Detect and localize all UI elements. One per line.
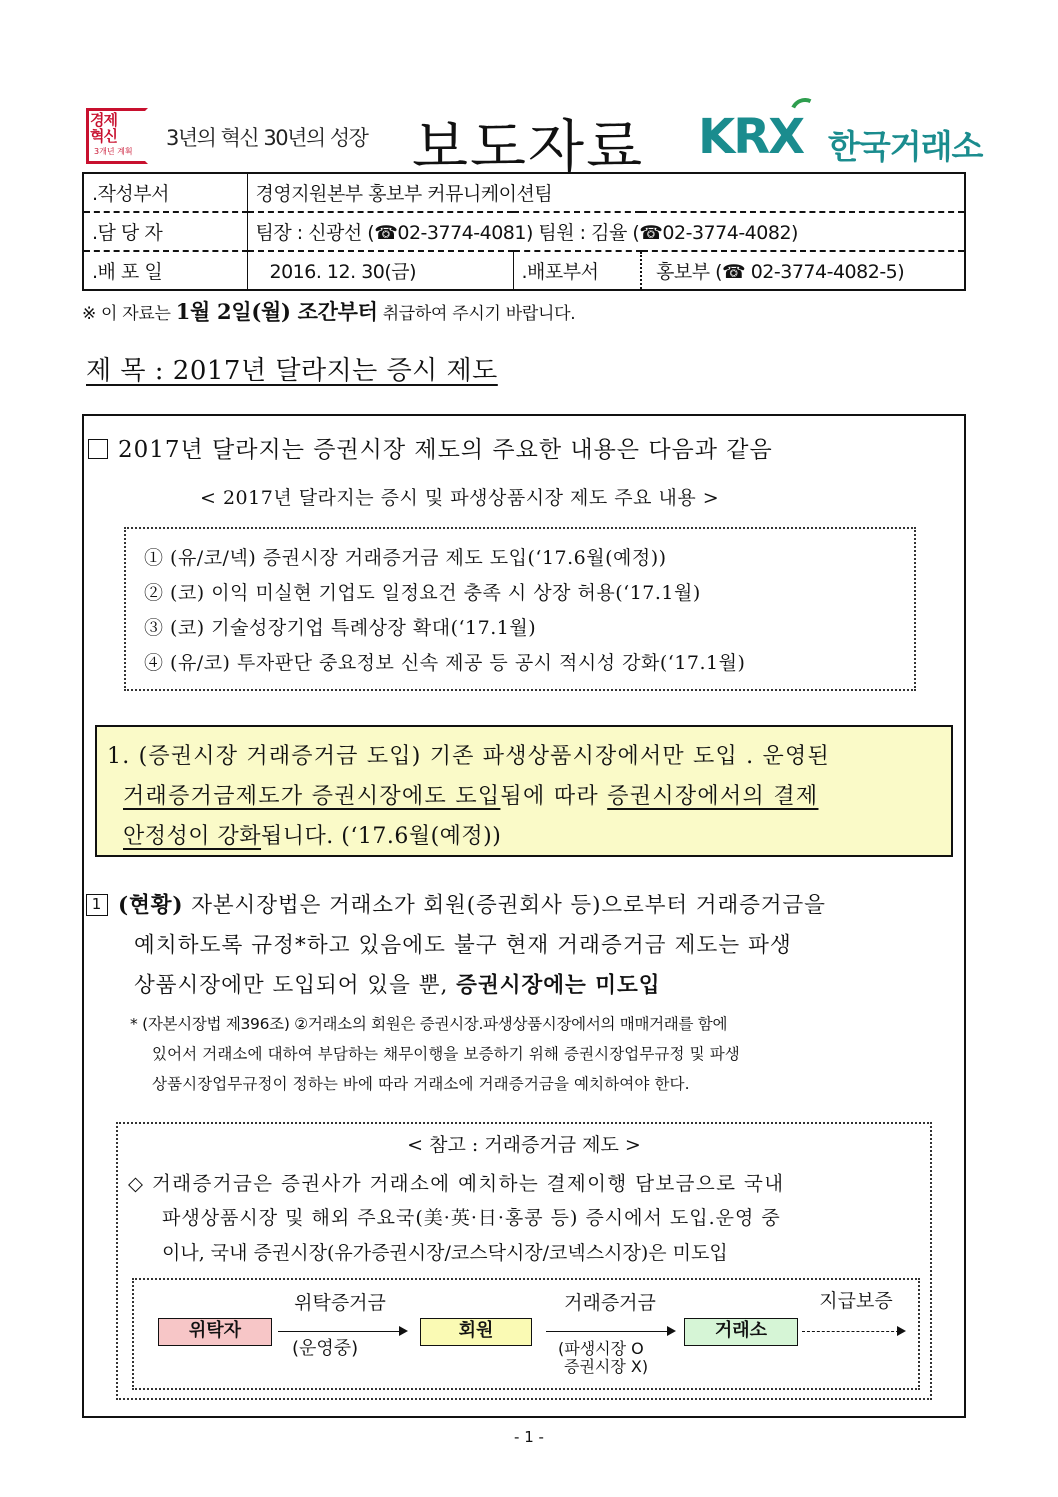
- arrow-2-sub-1: (파생시장 O: [558, 1339, 644, 1358]
- table-row: [83, 173, 965, 212]
- dept-label: .작성부서: [83, 173, 247, 212]
- arrow-1-sub: (운영중): [292, 1338, 359, 1359]
- arrow-1-label: 위탁증거금: [294, 1292, 386, 1314]
- reference-title: < 참고 : 거래증거금 제도 >: [407, 1134, 641, 1156]
- embargo-notice: [82, 296, 575, 326]
- date-value: 2016. 12. 30(금): [247, 251, 513, 290]
- highlight-line-1: 1. (증권시장 거래증거금 도입) 기존 파생상품시장에서만 도입 . 운영된: [107, 744, 830, 769]
- summary-list: [124, 527, 916, 691]
- table-row: [83, 212, 965, 251]
- reference-line-3: 이나, 국내 증권시장(유가증권시장/코스닥시장/코넥스시장)은 미도입: [162, 1242, 728, 1264]
- krx-logo: [698, 109, 804, 165]
- footnote-line-3: 상품시장업무규정이 정하는 바에 따라 거래소에 거래증거금을 예치하여야 한다.: [152, 1075, 690, 1093]
- info-table: [82, 172, 966, 291]
- logo-text: 경제 혁신: [90, 111, 117, 145]
- section-heading: [88, 431, 773, 464]
- dist-label: .배포부서: [513, 251, 641, 290]
- slogan: 3년의 혁신 30년의 성장: [166, 126, 368, 150]
- highlight-underline: 증권시장에서의 결제: [607, 784, 819, 809]
- arrow-1: [278, 1331, 406, 1332]
- list-item: ① (유/코/넥) 증권시장 거래증거금 제도 도입(‘17.6월(예정)): [144, 547, 667, 569]
- reference-line-2: 파생상품시장 및 해외 주요국(美·英·日·홍콩 등) 증시에서 도입.운영 중: [162, 1207, 781, 1229]
- status-text: 자본시장법은 거래소가 회원(증권회사 등)으로부터 거래증거금을: [191, 893, 826, 918]
- highlight-line-2: [123, 779, 818, 810]
- arrow-2-sub-2: 증권시장 X): [564, 1357, 649, 1376]
- highlight-underline: 안정성이 강화: [123, 824, 262, 849]
- economic-innovation-logo: [86, 108, 150, 164]
- node-consignor: 위탁자: [158, 1318, 272, 1346]
- highlight-underline: 거래증거금제도가 증권시장에도 도입: [123, 784, 501, 809]
- date-label: .배 포 일: [83, 251, 247, 290]
- notice-pre: ※ 이 자료는: [82, 304, 171, 324]
- node-exchange: 거래소: [684, 1318, 798, 1346]
- org-name: 한국거래소: [828, 127, 983, 166]
- number-box-icon: 1: [86, 894, 108, 916]
- notice-post: 취급하여 주시기 바랍니다.: [382, 304, 576, 324]
- highlight-box: [95, 725, 953, 857]
- arrow-3: [802, 1331, 904, 1332]
- list-item: ③ (코) 기술성장기업 특례상장 확대(‘17.1월): [144, 617, 537, 639]
- arrow-3-label: 지급보증: [819, 1290, 893, 1312]
- section-heading-text: 2017년 달라지는 증권시장 제도의 주요한 내용은 다음과 같음: [118, 437, 773, 463]
- dept-value: 경영지원본부 홍보부 커뮤니케이션팀: [247, 173, 965, 212]
- status-bold: 증권시장에는 미도입: [456, 973, 661, 998]
- table-row: [83, 251, 965, 290]
- page-number: - 1 -: [514, 1428, 544, 1446]
- reference-line-1: ◇ 거래증거금은 증권사가 거래소에 예치하는 결제이행 담보금으로 국내: [128, 1172, 785, 1195]
- footnote-line-2: 있어서 거래소에 대하여 부담하는 채무이행을 보증하기 위해 증권시장업무규정 및 파생: [152, 1045, 740, 1063]
- subject-title: 제 목 : 2017년 달라지는 증시 제도: [86, 356, 498, 386]
- page-title: 보도자료: [412, 113, 645, 181]
- list-item: ② (코) 이익 미실현 기업도 일정요건 충족 시 상장 허용(‘17.1월): [144, 582, 701, 604]
- highlight-text: 됨에 따라: [500, 784, 608, 809]
- flow-diagram: [132, 1278, 920, 1390]
- status-line-1: [86, 886, 826, 925]
- status-line-2: 예치하도록 규정*하고 있음에도 불구 현재 거래증거금 제도는 파생: [134, 933, 792, 958]
- status-label: (현황): [118, 893, 184, 918]
- highlight-text: 됩니다. (‘17.6월(예정)): [261, 824, 502, 849]
- footnote-line-1: * (자본시장법 제396조) ②거래소의 회원은 증권시장.파생상품시장에서의 매매거래를 함에: [130, 1015, 728, 1033]
- status-text: 상품시장에만 도입되어 있을 뿐,: [134, 973, 457, 998]
- notice-bold: 1월 2일(월) 조간부터: [175, 299, 378, 324]
- section-subtitle: < 2017년 달라지는 증시 및 파생상품시장 제도 주요 내용 >: [200, 487, 720, 509]
- checkbox-square-icon: [88, 439, 108, 459]
- contact-value: 팀장 : 신광선 (☎02-3774-4081) 팀원 : 김율 (☎02-3774-4082): [247, 212, 965, 251]
- arrow-2-label: 거래증거금: [564, 1292, 656, 1314]
- dist-value: 홍보부 (☎ 02-3774-4082-5): [641, 251, 965, 290]
- list-item: ④ (유/코) 투자판단 중요정보 신속 제공 등 공시 적시성 강화(‘17.1월): [144, 652, 746, 674]
- status-line-3: [134, 966, 661, 1005]
- node-member: 회원: [420, 1318, 532, 1346]
- logo-subtext: 3개년 계획: [94, 147, 133, 156]
- arrow-2: [546, 1331, 674, 1332]
- contact-label: .담 당 자: [83, 212, 247, 251]
- krx-logo-text: KRX: [698, 109, 804, 165]
- highlight-line-3: [123, 819, 501, 850]
